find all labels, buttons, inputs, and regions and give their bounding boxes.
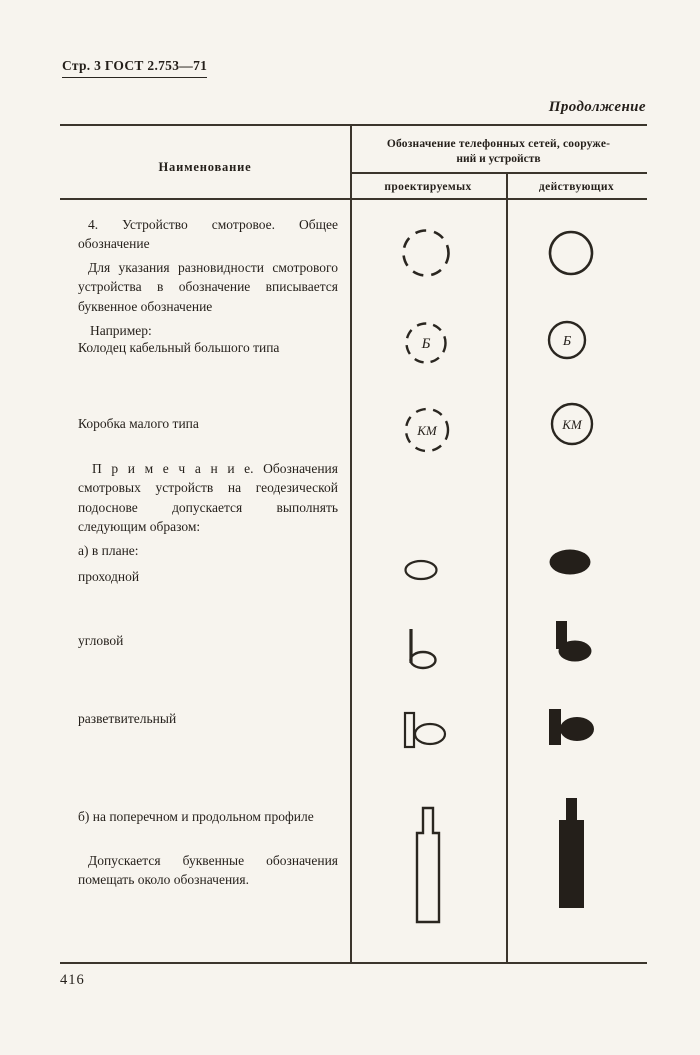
cable-well-existing-icon	[547, 320, 587, 360]
label-branching: разветвительный	[78, 711, 177, 726]
row-general-description: Для указания разновидности смотрового устройства в обозначение вписывается буквенное обозначение	[78, 260, 338, 314]
item-b-profile-label: б) на поперечном и продольном профиле	[78, 809, 314, 824]
row-example-text: Колодец кабельный большого типа	[78, 340, 280, 355]
passthrough-existing-icon	[548, 548, 592, 576]
profile-note: Допускается буквенные обозначения помещать около обозначения.	[78, 853, 338, 888]
table-rule-under-span-header	[350, 172, 647, 174]
page-header: Стр. 3 ГОСТ 2.753—71	[62, 58, 207, 78]
passthrough-projected-icon	[403, 559, 439, 581]
note-paragraph: П р и м е ч а н и е. Обозначения смотровых устройств на геодезической подоснове допускается выполнять следующим образом:	[78, 461, 338, 534]
table-border-bottom	[60, 962, 647, 964]
profile-existing-icon	[556, 796, 586, 910]
row-general-title: 4. Устройство смотровое. Общее обозначение	[78, 217, 338, 252]
item-a-plan-label: а) в плане:	[78, 543, 139, 558]
profile-projected-icon	[413, 806, 443, 924]
column-header-designation-line1: Обозначение телефонных сетей, сооруже-	[386, 138, 611, 150]
label-passthrough: проходной	[78, 569, 140, 584]
cable-well-projected-icon	[404, 321, 448, 365]
corner-projected-icon	[404, 626, 438, 670]
inspection-device-projected-icon	[400, 227, 452, 279]
table-divider-projected-existing	[506, 172, 508, 964]
svg-text:Б: Б	[421, 336, 431, 352]
row-example-label: Например:	[90, 323, 152, 338]
column-header-existing: действующих	[538, 181, 615, 193]
table-divider-name-designation	[350, 124, 352, 964]
corner-existing-icon	[551, 619, 593, 663]
column-header-name: Наименование	[158, 160, 252, 174]
small-box-projected-icon	[404, 407, 450, 453]
table-rule-under-header	[60, 198, 647, 200]
branching-existing-icon	[545, 707, 597, 749]
row-small-box-text: Коробка малого типа	[78, 416, 199, 431]
branching-projected-icon	[402, 711, 452, 751]
svg-text:КМ: КМ	[562, 417, 582, 432]
continuation-label: Продолжение	[548, 99, 646, 115]
page-number: 416	[60, 972, 85, 988]
svg-text:Б: Б	[562, 334, 572, 349]
column-header-projected: проектируемых	[384, 181, 472, 193]
inspection-device-existing-icon	[547, 229, 595, 277]
column-header-designation-line2: ний и устройств	[456, 153, 541, 165]
table-border-top	[60, 124, 647, 126]
small-box-existing-icon	[550, 402, 594, 446]
svg-text:КМ: КМ	[417, 423, 437, 438]
label-corner: угловой	[78, 633, 124, 648]
